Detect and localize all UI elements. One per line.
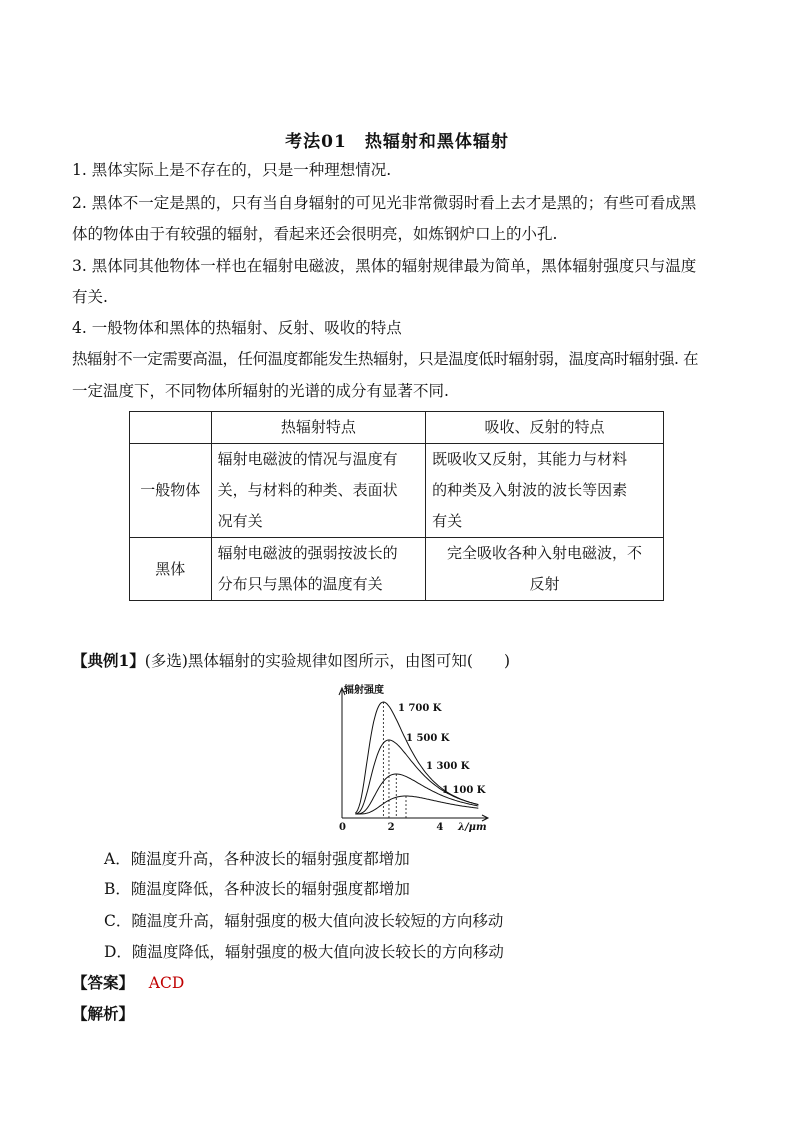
analysis-label: 【解析】 (72, 1004, 135, 1023)
point-2-line1: 2. 黑体不一定是黑的，只有当自身辐射的可见光非常微弱时看上去才是黑的；有些可看成黑 (72, 194, 697, 212)
x-tick-label: 2 (387, 822, 395, 833)
cell-line: 完全吸收各种入射电磁波，不 (447, 544, 643, 562)
chart-root (339, 683, 488, 833)
x-tick-label: 4 (436, 822, 444, 833)
cell-line: 况有关 (217, 512, 263, 530)
row-radiation (211, 444, 426, 538)
answer-line (72, 971, 184, 993)
choice-c[interactable]: C．随温度升高，辐射强度的极大值向波长较短的方向移动 (104, 912, 504, 930)
point-1: 1. 黑体实际上是不存在的，只是一种理想情况. (72, 161, 392, 179)
table-row (130, 444, 664, 538)
cell-line: 辐射电磁波的强弱按波长的 (217, 544, 398, 562)
x-axis-label: λ/μm (458, 822, 487, 833)
table-header-absorption: 吸收、反射的特点 (426, 412, 664, 444)
cell-line: 关，与材料的种类、表面状 (217, 481, 398, 499)
example-tag: 【典例1】 (72, 651, 145, 670)
choice-a[interactable]: A．随温度升高，各种波长的辐射强度都增加 (104, 850, 410, 868)
series-label: 1 100 K (442, 785, 486, 796)
cell-line: 反射 (529, 575, 560, 593)
series-label: 1 300 K (426, 761, 470, 772)
y-axis-label: 辐射强度 (344, 685, 384, 696)
example-line (72, 651, 510, 671)
point-2-line2: 体的物体由于有较强的辐射，看起来还会很明亮，如炼钢炉口上的小孔. (72, 225, 558, 243)
table-row (130, 538, 664, 601)
cell-line: 有关 (432, 512, 463, 530)
cell-line: 分布只与黑体的温度有关 (217, 575, 383, 593)
answer-label: 【答案】 (72, 973, 135, 992)
cell-line: 既吸收又反射，其能力与材料 (432, 450, 628, 468)
table-header-radiation: 热辐射特点 (211, 412, 426, 444)
row-radiation (211, 538, 426, 601)
choice-d[interactable]: D．随温度降低，辐射强度的极大值向波长较长的方向移动 (104, 943, 504, 961)
series-label: 1 500 K (406, 733, 450, 744)
cell-line: 辐射电磁波的情况与温度有 (217, 450, 398, 468)
row-absorption (426, 538, 664, 601)
choice-b[interactable]: B．随温度降低，各种波长的辐射强度都增加 (104, 880, 410, 898)
paragraph-line2: 一定温度下，不同物体所辐射的光谱的成分有显著不同. (72, 382, 449, 400)
comparison-table (129, 411, 664, 601)
point-4: 4. 一般物体和黑体的热辐射、反射、吸收的特点 (72, 319, 402, 337)
cell-line: 的种类及入射波的波长等因素 (432, 481, 628, 499)
point-3-line1: 3. 黑体同其他物体一样也在辐射电磁波，黑体的辐射规律最为简单，黑体辐射强度只与温度 (72, 257, 697, 275)
row-name: 黑体 (130, 538, 212, 601)
table-header-empty (130, 412, 212, 444)
row-absorption (426, 444, 664, 538)
x-tick-label: 0 (339, 822, 346, 833)
blackbody-chart (330, 678, 500, 836)
row-name: 一般物体 (130, 444, 212, 538)
series-curve (355, 740, 478, 814)
section-title: 考法01 热辐射和黑体辐射 (285, 132, 509, 152)
paragraph-line1: 热辐射不一定需要高温，任何温度都能发生热辐射，只是温度低时辐射弱，温度高时辐射强. 在 (72, 350, 699, 368)
answer-value: ACD (148, 974, 185, 992)
point-3-line2: 有关. (72, 288, 108, 306)
table-header-row (130, 412, 664, 444)
example-stem: (多选)黑体辐射的实验规律如图所示，由图可知( ) (144, 652, 510, 670)
series-label: 1 700 K (398, 703, 442, 714)
